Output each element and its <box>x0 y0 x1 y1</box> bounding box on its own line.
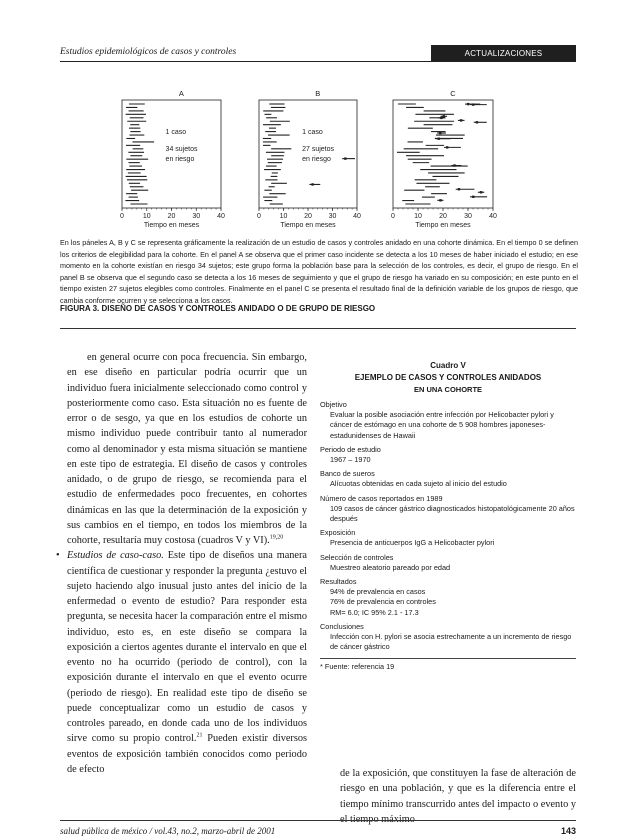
case-marker <box>311 183 313 185</box>
case-note: 1 caso <box>302 129 323 136</box>
figure-rule <box>60 328 576 329</box>
case-marker <box>467 103 469 105</box>
subjects-note: 27 sujetos <box>302 146 335 153</box>
paragraph-2: • Estudios de caso-caso. Este tipo de diseños una manera científica de cuestionar y responder la pregunta ¿estuvo el sujeto haciendo algo inusual justo antes del inicio de la enfermedad o evento de estudio? Para responder esta pregunta, se necesita hacer la comparación entre el mismo individuo, esto es, en este diseño se compara la exposición a ciertos agentes durante el intervalo en que el evento no ha ocurrido (periodo de control), con la exposición durante el intervalo en que el evento ocurre (periodo de riesgo). En realidad este tipo de diseño se puede conceptualizar como un estudio de casos y controles pareado, en donde cada uno de los individuos sirve como su propio control.$^{21}$ Pueden existir diversos eventos de exposición también conocidos como periodo de efecto <box>56 550 308 775</box>
table-section-label: Selección de controles <box>320 552 394 562</box>
table-section-label: Conclusiones <box>320 621 364 631</box>
case-marker <box>476 121 478 123</box>
case-marker <box>446 146 448 148</box>
panel-letter: B <box>315 89 321 98</box>
case-marker <box>458 188 460 190</box>
x-tick-label: 30 <box>328 213 337 220</box>
table-section-value: RM= 6.0; IC 95% 2.1 - 17.3 <box>330 607 419 617</box>
left-column <box>56 350 308 777</box>
figure-title: FIGURA 3. DISEÑO DE CASOS Y CONTROLES ANIDADO O DE GRUPO DE RIESGO <box>60 304 376 313</box>
table-section <box>320 494 576 525</box>
case-marker <box>439 132 441 134</box>
table-section <box>320 553 576 573</box>
x-tick-label: 0 <box>120 213 124 220</box>
table-section-value: 76% de prevalencia en controles <box>330 597 436 607</box>
case-note: 1 caso <box>165 129 187 136</box>
case-marker <box>472 103 474 105</box>
bullet-mark: • <box>56 550 60 562</box>
case-marker <box>460 119 462 121</box>
table-sections <box>320 400 576 652</box>
table-footnote: * Fuente: referencia 19 <box>320 658 576 672</box>
x-axis-label: Tiempo en meses <box>143 222 200 229</box>
table-section <box>320 622 576 653</box>
case-marker <box>438 138 440 140</box>
case-case-lead: Estudios de caso-caso. <box>67 550 164 562</box>
x-tick-label: 40 <box>353 213 361 220</box>
case-marker <box>439 199 441 201</box>
table-section-label: Banco de sueros <box>320 469 375 479</box>
running-header-title: Estudios epidemiológicos de casos y controles <box>60 47 237 57</box>
table-cuadro-v <box>320 360 576 673</box>
panel-frame <box>122 100 221 208</box>
table-section-label: Exposición <box>320 528 356 538</box>
table-section-value: Alícuotas obtenidas en cada sujeto al inicio del estudio <box>330 479 507 489</box>
x-axis-label: Tiempo en meses <box>280 222 336 229</box>
case-marker <box>453 164 455 166</box>
table-section-value: Presencia de anticuerpos IgG a Helicobacter pylori <box>330 538 495 548</box>
x-tick-label: 0 <box>257 213 261 220</box>
table-section-value: Infección con H. pylori se asocia estrechamente a un incremento de riesgo de cáncer gástrico <box>330 632 572 652</box>
x-tick-label: 20 <box>439 213 447 220</box>
table-number: Cuadro V <box>430 361 466 370</box>
x-axis-label: Tiempo en meses <box>415 222 471 229</box>
x-tick-label: 30 <box>464 213 472 220</box>
x-tick-label: 10 <box>279 213 288 220</box>
right-column-text: de la exposición, que constituyen la fase de alteración de riesgo en una población, y que es la diferencia entre el tiempo mínimo transcurrido antes del impacto o evento y <box>340 768 576 810</box>
case-marker <box>480 191 482 193</box>
table-section-label: Número de casos reportados en 1989 <box>320 493 443 503</box>
header-rule <box>60 61 576 62</box>
table-section-value: Muestreo aleatorio pareado por edad <box>330 562 451 572</box>
table-section-value: 94% de prevalencia en casos <box>330 587 426 597</box>
x-tick-label: 40 <box>217 213 225 220</box>
x-tick-label: 20 <box>304 213 312 220</box>
case-marker <box>344 157 346 159</box>
subjects-note: 34 sujetos <box>165 146 198 153</box>
paragraph-1: en general ocurre con poca frecuencia. Sin embargo, en ese diseño en particular podría ocurrir que un individuo fuera inicialmente seleccionado como control y posteriormente como caso. Esta situación no es fuente de error o de sesgo, ya que en los estudios de cohorte un mismo individuo puede contribuir tanto al numerador como al denominador y esta misma situación se mantiene en este tipo de estrategia. El diseño de casos y controles anidado, o de grupo de riesgo, se recomienda para el estudio de enfermedades poco frecuentes, en cohortes dinámicas en las que la determinación de la exposición y sus cambios en el tiempo, en todos los miembros de la cohorte, resultaría muy costosa (cuadros V y VI).$^{19,20}$ <box>67 352 307 546</box>
table-section <box>320 445 576 465</box>
table-section-value: 1967 – 1970 <box>330 455 371 465</box>
reference-19-20: 19,20 <box>269 534 284 541</box>
x-tick-label: 40 <box>489 213 497 220</box>
x-tick-label: 10 <box>142 213 151 220</box>
figure-caption: En los páneles A, B y C se representa gráficamente la realización de un estudio de casos y controles anidado en una cohorte dinámica. En el tiempo 0 se definen los criterios de elegibilidad para la cohorte. En el panel A se observa que el primer caso incidente se detecta a los 10 meses de haber iniciado el estudio; en ese momento en la cohorte existían en riesgo 34 sujetos; este grupo forma la población base para la selección de los controles, es decir, el grupo de riesgo. En el panel B se observa que el segundo caso se detecta a los 16 meses de seguimiento y que el grupo de riesgo ha variado en su composición; en este punto en el tiempo existen 27 sujetos elegibles como controles. Finalmente en el panel C se presenta el resultado final de la definición variable de los grupos de riesgo, que cambia conforme ocurren y se selecciona a los casos. <box>60 238 578 305</box>
table-title-line2: EN UNA COHORTE <box>413 385 483 394</box>
page-number: 143 <box>560 826 576 836</box>
reference-21: 21 <box>196 732 203 739</box>
table-title-line1: EJEMPLO DE CASOS Y CONTROLES ANIDADOS <box>354 373 542 382</box>
table-section-label: Objetivo <box>320 400 347 409</box>
table-section <box>320 577 576 618</box>
footer-rule <box>60 820 576 821</box>
figure-panel-a <box>60 88 230 233</box>
table-section <box>320 528 576 548</box>
figure-panel-c <box>380 88 580 233</box>
case-marker <box>472 196 474 198</box>
section-tag: ACTUALIZACIONES <box>431 45 576 61</box>
x-tick-label: 10 <box>414 213 422 220</box>
table-section-value: Evaluar la posible asociación entre infección por Helicobacter pylori y cáncer de estómago en una cohorte de 5 908 hombres japoneses-estadunidenses de Hawaii <box>330 410 554 440</box>
at-risk-note: en riesgo <box>302 156 331 163</box>
case-marker <box>443 115 445 117</box>
panel-letter: A <box>178 89 184 98</box>
at-risk-note: en riesgo <box>165 156 195 163</box>
table-section-label: Resultados <box>320 577 357 587</box>
x-tick-label: 20 <box>167 213 176 220</box>
panel-frame <box>259 100 357 208</box>
table-section-label: Periodo de estudio <box>320 444 381 454</box>
case-marker <box>440 117 442 119</box>
panel-letter: C <box>450 89 456 98</box>
table-section <box>320 469 576 489</box>
footer-journal: salud pública de méxico / vol.43, no.2, marzo-abril de 2001 <box>60 826 276 836</box>
table-section <box>320 400 576 441</box>
table-section-value: 109 casos de cáncer gástrico diagnosticados histopatológicamente 20 años después <box>330 503 575 524</box>
x-tick-label: 0 <box>391 213 395 220</box>
figure-panel-b <box>225 88 395 233</box>
x-tick-label: 30 <box>192 213 201 220</box>
